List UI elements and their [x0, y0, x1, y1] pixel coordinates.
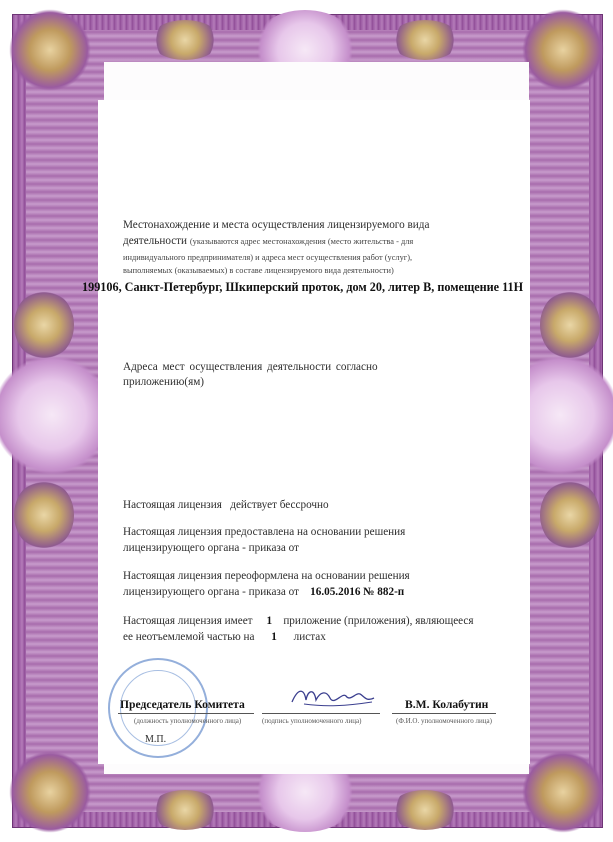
caption-signature: (подпись уполномоченного лица): [262, 717, 362, 725]
signatory-position: Председатель Комитета: [120, 698, 245, 711]
appendix-line1: [123, 614, 474, 629]
appendix-sheets-end: листах: [293, 631, 326, 643]
stamp-place-mark: М.П.: [145, 734, 167, 745]
appendix-text-start: Настоящая лицензия имеет: [123, 615, 253, 627]
ornament-right-lower: [540, 480, 600, 550]
appendix-sheets-count: 1: [271, 631, 277, 643]
reissue-label: лицензирующего органа - приказа от: [123, 586, 299, 598]
location-note-line1: (указываются адрес местонахождения (место жительства - для: [189, 237, 414, 246]
caption-position: (должность уполномоченного лица): [134, 717, 242, 725]
appendix-text-end: приложение (приложения), являющееся: [283, 615, 474, 627]
location-note-line3: выполняемых (оказываемых) в составе лицензируемого вида деятельности): [123, 266, 394, 275]
handwritten-signature: [286, 680, 378, 714]
location-note-line2: индивидуального предпринимателя) и адреса мест осуществления работ (услуг),: [123, 253, 413, 262]
ornament-top-left-motif: [150, 20, 220, 60]
ornament-corner-top-right: [515, 2, 611, 98]
ornament-corner-bottom-left: [2, 744, 98, 840]
ornament-right-upper: [540, 290, 600, 360]
reissue-line1: Настоящая лицензия переоформлена на основании решения: [123, 570, 410, 582]
appendix-line2: [123, 630, 326, 645]
location-heading-line2: [123, 234, 413, 249]
reissue-line2: [123, 585, 404, 600]
ornament-bottom-right-motif: [390, 790, 460, 830]
ornament-top-right-motif: [390, 20, 460, 60]
license-address: 199106, Санкт-Петербург, Шкиперский проток, дом 20, литер В, помещение 11Н: [82, 280, 524, 294]
ornament-corner-top-left: [2, 2, 98, 98]
activity-addresses-line2: приложению(ям): [123, 376, 205, 388]
ornament-left-lower: [14, 480, 74, 550]
basis-line2: лицензирующего органа - приказа от: [123, 542, 299, 554]
reissue-order-value: 16.05.2016 № 882-п: [310, 586, 405, 598]
appendix-sheets-start: ее неотъемлемой частью на: [123, 631, 255, 643]
ornament-bottom-left-motif: [150, 790, 220, 830]
location-heading-word: деятельности: [123, 235, 188, 247]
location-heading-line1: Местонахождение и места осуществления лицензируемого вида: [123, 219, 430, 231]
caption-name: (Ф.И.О. уполномоченного лица): [396, 717, 492, 725]
basis-line1: Настоящая лицензия предоставлена на основании решения: [123, 526, 406, 538]
validity-label: Настоящая лицензия: [123, 499, 222, 511]
ornament-left-upper: [14, 290, 74, 360]
activity-addresses-line1: Адреса мест осуществления деятельности согласно: [123, 361, 378, 373]
validity-statement: [123, 498, 329, 513]
validity-value: действует бессрочно: [230, 499, 329, 511]
appendix-count: 1: [266, 615, 273, 627]
signatory-name: В.М. Колабутин: [405, 698, 489, 711]
